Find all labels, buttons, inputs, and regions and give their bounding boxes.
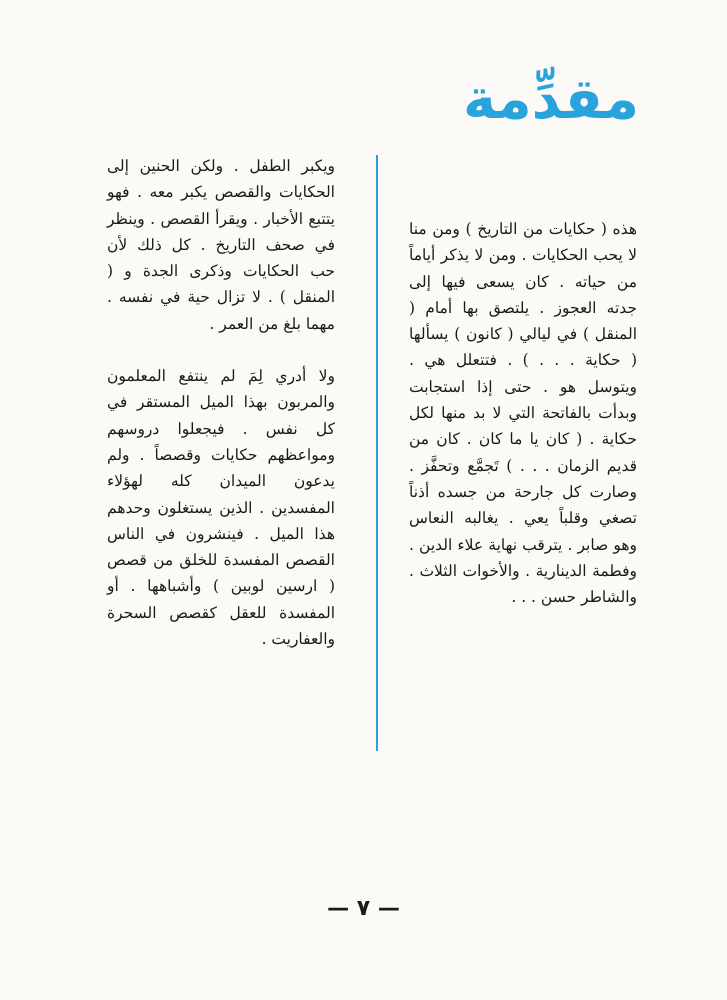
left-paragraph-1: ويكبر الطفل . ولكن الحنين إلى الحكايات والقصص يكبر معه . فهو يتتبع الأخبار . ويقرأ القصص . وينظر في صحف التاريخ . كل ذلك لأن حب الحكايات وذكرى الجدة و ( المنقل ) . لا تزال حية في نفسه . مهما بلغ من العمر .: [107, 157, 335, 333]
column-divider: [376, 155, 378, 751]
left-paragraph-2: ولا أدري لِمَ لم ينتفع المعلمون والمربون بهذا الميل المستقر في كل نفس . فيجعلوا دروسهم ومواعظهم حكايات وقصصاً . ولم يدعون الميدان كله لهؤلاء المفسدين . الذين يستغلون وحدهم هذا الميل . فينشرون في الناس القصص المفسدة للخلق من قصص ( ارسين لوبين ) وأشباهها . أو المفسدة للعقل كقصص السحرة والعفاريت .: [107, 367, 335, 649]
page-title: مقدِّمة: [463, 67, 639, 132]
page-number: — ٧ —: [327, 896, 400, 921]
left-column: [107, 153, 335, 652]
right-column: [409, 216, 637, 610]
right-paragraph: هذه ( حكايات من التاريخ ) ومن منا لا يحب الحكايات . ومن لا يذكر أياماً من حياته . كان يسعى فيها إلى جدته العجوز . يلتصق بها أمام ( المنقل ) في ليالي ( كانون ) يسألها ( حكاية . . . ) . فتتعلل هي . ويتوسل هو . حتى إذا استجابت وبدأت بالفاتحة التي لا بد منها لكل حكاية . ( كان يا ما كان . كان من قديم الزمان . . . ) تَجمَّع وتحفَّز . وصارت كل جارحة من جسده أذناً تصغي وقلباً يعي . يغالبه النعاس وهو صابر . يترقب نهاية علاء الدين . وفطمة الدينارية . والأخوات الثلاث . والشاطر حسن . . .: [409, 220, 637, 607]
